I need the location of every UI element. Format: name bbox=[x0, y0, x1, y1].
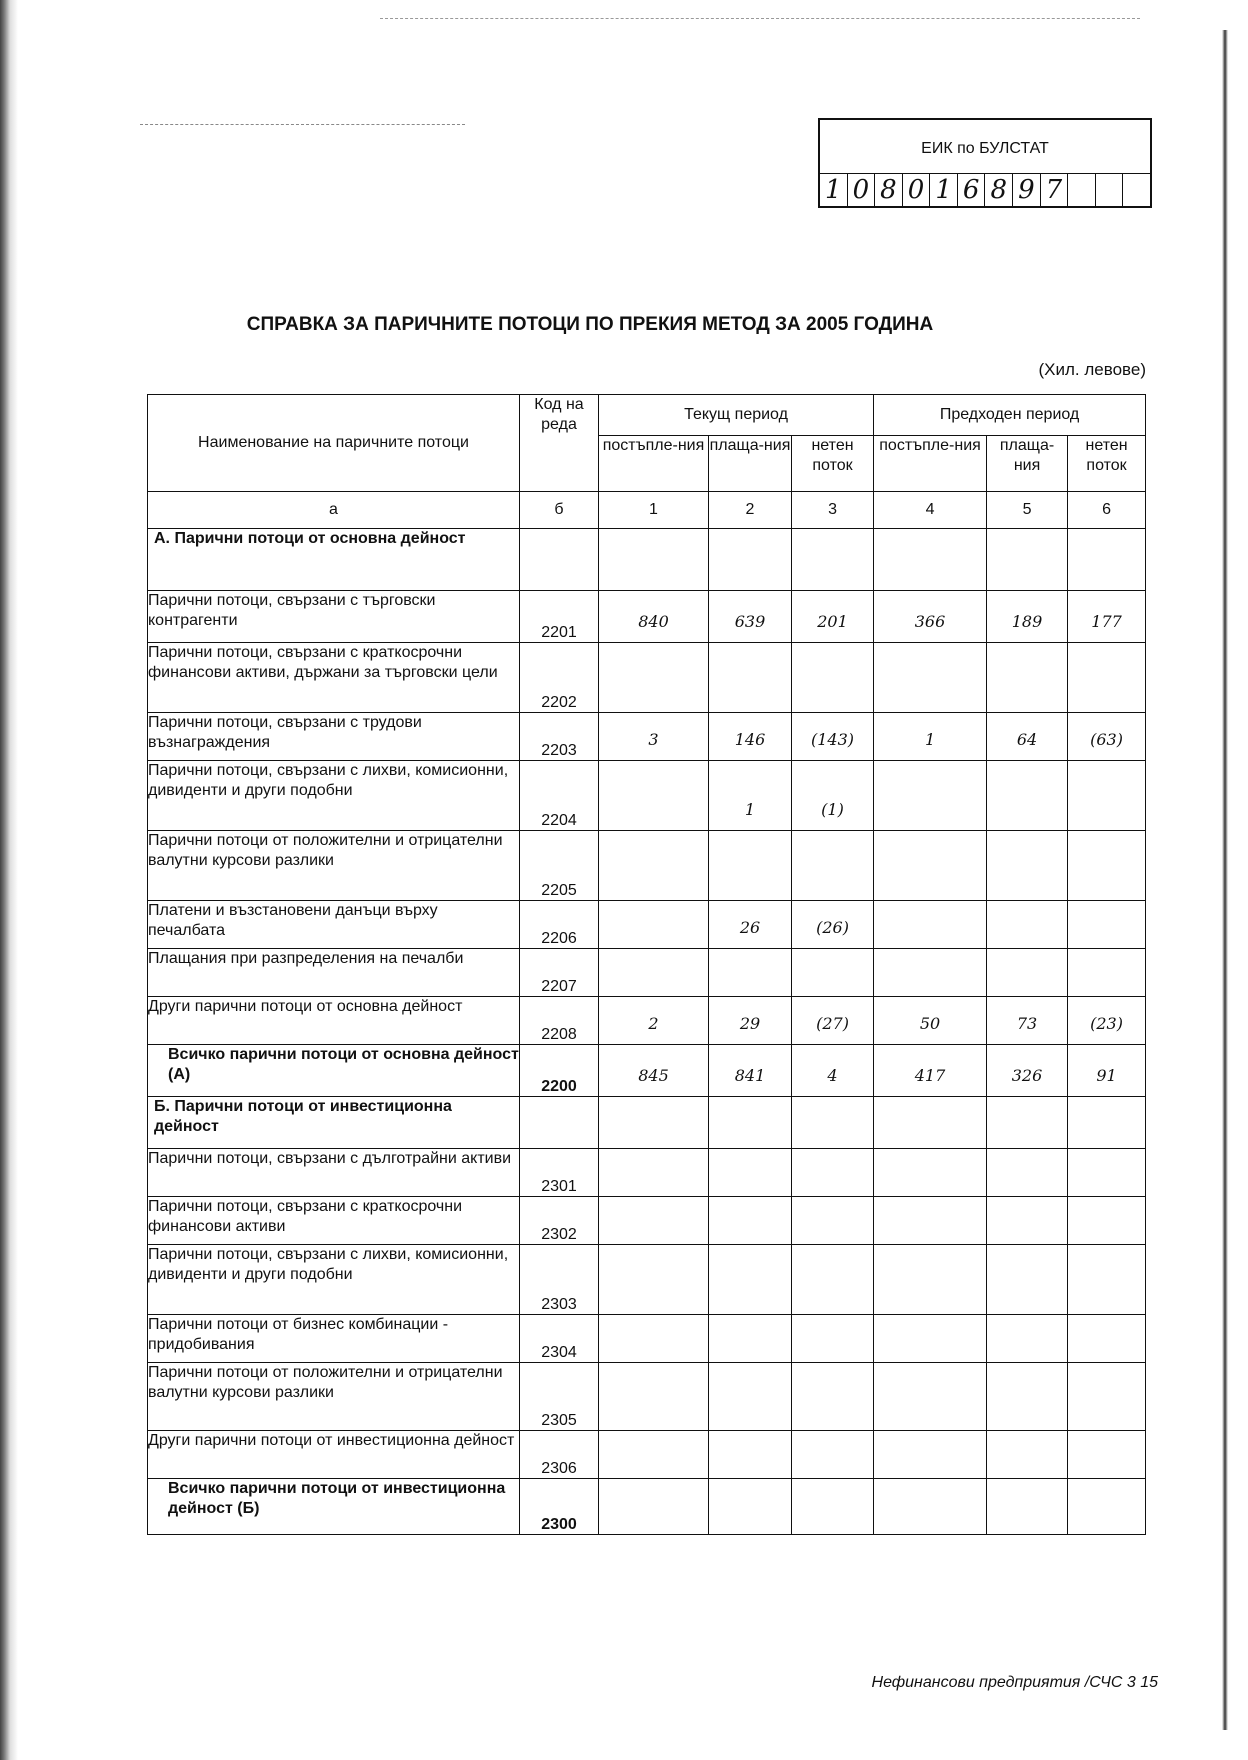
value-cell: 91 bbox=[1068, 1045, 1146, 1097]
value-cell bbox=[599, 1245, 709, 1315]
column-index: 4 bbox=[874, 492, 987, 529]
value-cell bbox=[874, 1315, 987, 1363]
value-cell bbox=[987, 529, 1068, 591]
row-name: Други парични потоци от инвестиционна дейност bbox=[148, 1431, 520, 1479]
value-cell bbox=[792, 1479, 874, 1535]
value-cell bbox=[1068, 831, 1146, 901]
column-index: а bbox=[148, 492, 520, 529]
row-name: Парични потоци, свързани с краткосрочни финансови активи, държани за търговски цели bbox=[148, 643, 520, 713]
row-code: 2201 bbox=[520, 591, 599, 643]
value-cell bbox=[792, 1097, 874, 1149]
eik-label: ЕИК по БУЛСТАТ bbox=[921, 140, 1049, 157]
eik-digit-cell: 1 bbox=[930, 174, 958, 206]
column-index: 3 bbox=[792, 492, 874, 529]
eik-digit-cell: 0 bbox=[903, 174, 931, 206]
value-cell bbox=[599, 901, 709, 949]
value-cell bbox=[599, 761, 709, 831]
value-cell: 2 bbox=[599, 997, 709, 1045]
column-index: 2 bbox=[709, 492, 792, 529]
value-cell bbox=[709, 831, 792, 901]
row-code: 2202 bbox=[520, 643, 599, 713]
value-cell bbox=[792, 1431, 874, 1479]
table-row bbox=[148, 761, 1146, 831]
value-cell bbox=[874, 1197, 987, 1245]
value-cell bbox=[599, 949, 709, 997]
value-cell bbox=[874, 761, 987, 831]
value-cell: 64 bbox=[987, 713, 1068, 761]
value-cell bbox=[1068, 1479, 1146, 1535]
row-name: Парични потоци, свързани с лихви, комисионни, дивиденти и други подобни bbox=[148, 761, 520, 831]
value-cell: 201 bbox=[792, 591, 874, 643]
value-cell bbox=[987, 1149, 1068, 1197]
value-cell: (23) bbox=[1068, 997, 1146, 1045]
column-index: 6 bbox=[1068, 492, 1146, 529]
value-cell bbox=[1068, 1149, 1146, 1197]
eik-digit-cell: 6 bbox=[958, 174, 986, 206]
value-cell bbox=[1068, 1363, 1146, 1431]
table-row bbox=[148, 831, 1146, 901]
eik-digit-cell bbox=[1123, 174, 1150, 206]
value-cell bbox=[709, 1315, 792, 1363]
row-code: 2301 bbox=[520, 1149, 599, 1197]
value-cell bbox=[599, 529, 709, 591]
row-code: 2200 bbox=[520, 1045, 599, 1097]
value-cell bbox=[1068, 1315, 1146, 1363]
stamp-area bbox=[140, 124, 465, 213]
row-name: Всичко парични потоци от инвестиционна дейност (Б) bbox=[148, 1479, 520, 1535]
value-cell bbox=[987, 949, 1068, 997]
table-row bbox=[148, 1149, 1146, 1197]
row-name: Парични потоци от положителни и отрицателни валутни курсови разлики bbox=[148, 831, 520, 901]
row-name: Парични потоци, свързани с търговски контрагенти bbox=[148, 591, 520, 643]
value-cell: 840 bbox=[599, 591, 709, 643]
value-cell bbox=[792, 1197, 874, 1245]
eik-digit-cell: 7 bbox=[1041, 174, 1069, 206]
value-cell bbox=[709, 1149, 792, 1197]
row-code: 2306 bbox=[520, 1431, 599, 1479]
scan-edge-left bbox=[0, 0, 18, 1760]
value-cell bbox=[874, 643, 987, 713]
value-cell bbox=[874, 901, 987, 949]
value-cell bbox=[599, 1097, 709, 1149]
eik-digit-cell: 9 bbox=[1013, 174, 1041, 206]
value-cell bbox=[987, 1479, 1068, 1535]
value-cell bbox=[709, 1431, 792, 1479]
units-label: (Хил. левове) bbox=[1038, 360, 1146, 379]
value-cell: 1 bbox=[874, 713, 987, 761]
value-cell: (27) bbox=[792, 997, 874, 1045]
section-heading: А. Парични потоци от основна дейност bbox=[148, 529, 520, 591]
header-name: Наименование на паричните потоци bbox=[148, 395, 520, 492]
value-cell bbox=[599, 1363, 709, 1431]
value-cell bbox=[987, 1245, 1068, 1315]
page-footer: Нефинансови предприятия /СЧС 3 15 bbox=[871, 1674, 1158, 1691]
value-cell bbox=[987, 831, 1068, 901]
table-row bbox=[148, 1431, 1146, 1479]
table-row bbox=[148, 643, 1146, 713]
value-cell: 3 bbox=[599, 713, 709, 761]
value-cell bbox=[709, 949, 792, 997]
value-cell bbox=[599, 1197, 709, 1245]
row-code: 2208 bbox=[520, 997, 599, 1045]
value-cell: (143) bbox=[792, 713, 874, 761]
table-row bbox=[148, 1363, 1146, 1431]
header-receipts: постъпле-ния bbox=[874, 436, 987, 492]
value-cell bbox=[792, 1315, 874, 1363]
value-cell bbox=[709, 1479, 792, 1535]
value-cell: 366 bbox=[874, 591, 987, 643]
value-cell bbox=[874, 831, 987, 901]
table-row bbox=[148, 529, 1146, 591]
value-cell: 29 bbox=[709, 997, 792, 1045]
value-cell bbox=[792, 1149, 874, 1197]
row-name: Платени и възстановени данъци върху печалбата bbox=[148, 901, 520, 949]
eik-digit-cell: 0 bbox=[848, 174, 876, 206]
row-code: 2304 bbox=[520, 1315, 599, 1363]
value-cell bbox=[874, 949, 987, 997]
row-code: 2203 bbox=[520, 713, 599, 761]
row-name: Всичко парични потоци от основна дейност (А) bbox=[148, 1045, 520, 1097]
row-code: 2303 bbox=[520, 1245, 599, 1315]
value-cell: 639 bbox=[709, 591, 792, 643]
header-receipts: постъпле-ния bbox=[599, 436, 709, 492]
value-cell bbox=[874, 529, 987, 591]
value-cell bbox=[792, 1363, 874, 1431]
row-code: 2302 bbox=[520, 1197, 599, 1245]
table-row bbox=[148, 949, 1146, 997]
value-cell: (26) bbox=[792, 901, 874, 949]
value-cell: 50 bbox=[874, 997, 987, 1045]
column-index: 5 bbox=[987, 492, 1068, 529]
value-cell bbox=[792, 643, 874, 713]
cash-flow-table bbox=[147, 394, 1146, 1535]
value-cell bbox=[599, 1479, 709, 1535]
value-cell bbox=[874, 1363, 987, 1431]
value-cell bbox=[599, 1431, 709, 1479]
value-cell bbox=[599, 643, 709, 713]
row-name: Парични потоци от положителни и отрицателни валутни курсови разлики bbox=[148, 1363, 520, 1431]
column-index-row bbox=[148, 492, 1146, 529]
value-cell bbox=[1068, 1097, 1146, 1149]
value-cell bbox=[599, 831, 709, 901]
value-cell bbox=[1068, 901, 1146, 949]
value-cell: 326 bbox=[987, 1045, 1068, 1097]
value-cell: (1) bbox=[792, 761, 874, 831]
eik-digit-cell bbox=[1068, 174, 1096, 206]
table-row bbox=[148, 591, 1146, 643]
value-cell bbox=[709, 1197, 792, 1245]
table-row bbox=[148, 901, 1146, 949]
value-cell bbox=[792, 949, 874, 997]
row-name: Парични потоци от бизнес комбинации - придобивания bbox=[148, 1315, 520, 1363]
row-name: Парични потоци, свързани с трудови възнаграждения bbox=[148, 713, 520, 761]
row-code: 2204 bbox=[520, 761, 599, 831]
value-cell bbox=[1068, 1197, 1146, 1245]
value-cell bbox=[709, 1245, 792, 1315]
row-name: Парични потоци, свързани с дълготрайни активи bbox=[148, 1149, 520, 1197]
row-code: 2300 bbox=[520, 1479, 599, 1535]
row-code: 2205 bbox=[520, 831, 599, 901]
value-cell bbox=[987, 1431, 1068, 1479]
value-cell bbox=[792, 529, 874, 591]
value-cell: 146 bbox=[709, 713, 792, 761]
top-rule bbox=[380, 18, 1140, 19]
value-cell bbox=[874, 1479, 987, 1535]
value-cell: 841 bbox=[709, 1045, 792, 1097]
value-cell bbox=[599, 1149, 709, 1197]
row-code: 2207 bbox=[520, 949, 599, 997]
document-title: СПРАВКА ЗА ПАРИЧНИТЕ ПОТОЦИ ПО ПРЕКИЯ МЕТОД ЗА 2005 ГОДИНА bbox=[246, 314, 934, 335]
value-cell: 845 bbox=[599, 1045, 709, 1097]
value-cell: 4 bbox=[792, 1045, 874, 1097]
column-index: 1 bbox=[599, 492, 709, 529]
table-row bbox=[148, 1045, 1146, 1097]
row-code bbox=[520, 529, 599, 591]
value-cell bbox=[874, 1431, 987, 1479]
column-index: б bbox=[520, 492, 599, 529]
value-cell: (63) bbox=[1068, 713, 1146, 761]
row-code: 2305 bbox=[520, 1363, 599, 1431]
value-cell bbox=[987, 1315, 1068, 1363]
table-row bbox=[148, 1197, 1146, 1245]
value-cell bbox=[1068, 1431, 1146, 1479]
row-name: Плащания при разпределения на печалби bbox=[148, 949, 520, 997]
eik-digit-cell bbox=[1096, 174, 1124, 206]
value-cell bbox=[874, 1245, 987, 1315]
table-row bbox=[148, 1245, 1146, 1315]
eik-digit-cell: 1 bbox=[820, 174, 848, 206]
row-code: 2206 bbox=[520, 901, 599, 949]
header-current-period: Текущ период bbox=[599, 395, 874, 436]
header-payments: плаща-ния bbox=[987, 436, 1068, 492]
eik-digit-cell: 8 bbox=[985, 174, 1013, 206]
value-cell bbox=[987, 761, 1068, 831]
table-row bbox=[148, 1315, 1146, 1363]
value-cell bbox=[1068, 761, 1146, 831]
value-cell bbox=[709, 1097, 792, 1149]
scan-edge-right bbox=[1222, 30, 1228, 1730]
value-cell bbox=[709, 1363, 792, 1431]
value-cell bbox=[709, 643, 792, 713]
value-cell bbox=[987, 1097, 1068, 1149]
table-row bbox=[148, 1097, 1146, 1149]
value-cell: 73 bbox=[987, 997, 1068, 1045]
row-code bbox=[520, 1097, 599, 1149]
value-cell bbox=[709, 529, 792, 591]
value-cell bbox=[987, 901, 1068, 949]
header-previous-period: Предходен период bbox=[874, 395, 1146, 436]
value-cell: 189 bbox=[987, 591, 1068, 643]
eik-digit-cell: 8 bbox=[875, 174, 903, 206]
value-cell: 1 bbox=[709, 761, 792, 831]
value-cell bbox=[792, 831, 874, 901]
value-cell bbox=[792, 1245, 874, 1315]
value-cell: 177 bbox=[1068, 591, 1146, 643]
section-heading: Б. Парични потоци от инвестиционна дейност bbox=[148, 1097, 520, 1149]
header-net: нетен поток bbox=[792, 436, 874, 492]
header-net: нетен поток bbox=[1068, 436, 1146, 492]
value-cell: 26 bbox=[709, 901, 792, 949]
value-cell bbox=[874, 1149, 987, 1197]
header-payments: плаща-ния bbox=[709, 436, 792, 492]
value-cell bbox=[1068, 643, 1146, 713]
value-cell bbox=[1068, 1245, 1146, 1315]
row-name: Парични потоци, свързани с краткосрочни финансови активи bbox=[148, 1197, 520, 1245]
row-name: Други парични потоци от основна дейност bbox=[148, 997, 520, 1045]
table-row bbox=[148, 1479, 1146, 1535]
value-cell bbox=[599, 1315, 709, 1363]
value-cell bbox=[874, 1097, 987, 1149]
row-name: Парични потоци, свързани с лихви, комисионни, дивиденти и други подобни bbox=[148, 1245, 520, 1315]
value-cell bbox=[987, 1197, 1068, 1245]
header-code: Код на реда bbox=[520, 395, 599, 492]
eik-box bbox=[818, 118, 1152, 208]
value-cell bbox=[1068, 949, 1146, 997]
eik-digit-cells bbox=[820, 173, 1150, 206]
table-row bbox=[148, 997, 1146, 1045]
value-cell bbox=[987, 643, 1068, 713]
table-row bbox=[148, 713, 1146, 761]
value-cell: 417 bbox=[874, 1045, 987, 1097]
value-cell bbox=[987, 1363, 1068, 1431]
value-cell bbox=[1068, 529, 1146, 591]
